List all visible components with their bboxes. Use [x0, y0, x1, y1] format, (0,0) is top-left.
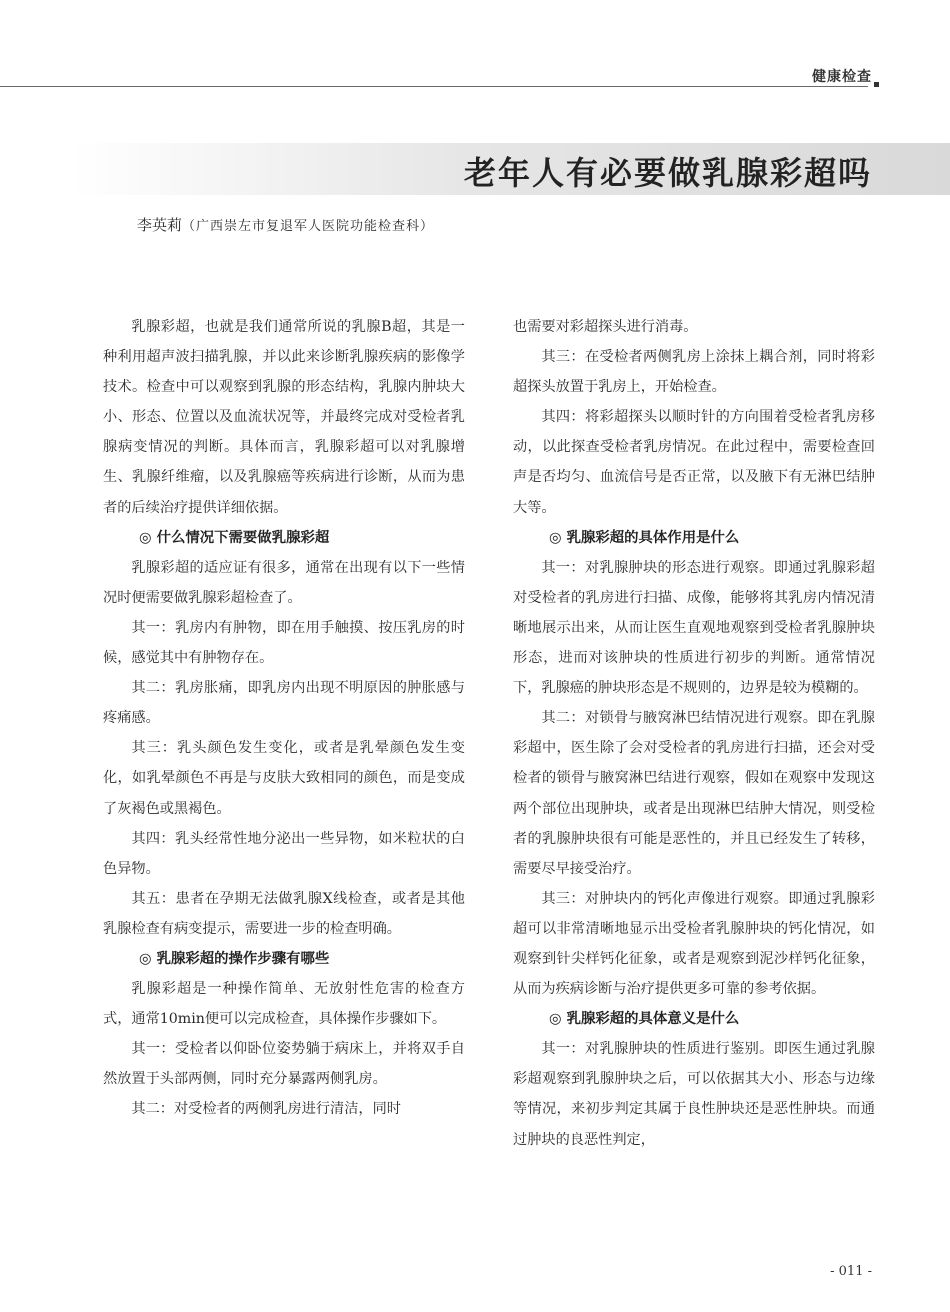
paragraph: 其一：受检者以仰卧位姿势躺于病床上，并将双手自然放置于头部两侧，同时充分暴露两侧乳房。 [103, 1041, 465, 1088]
article-title: 老年人有必要做乳腺彩超吗 [463, 154, 872, 192]
paragraph: 其二：对锁骨与腋窝淋巴结情况进行观察。即在乳腺彩超中，医生除了会对受检者的乳房进行扫描，还会对受检者的锁骨与腋窝淋巴结进行观察，假如在观察中发现这两个部位出现肿块，或者是出现淋巴结肿大情况，则受检者的乳腺肿块很有可能是恶性的，并且已经发生了转移，需要尽早接受治疗。 [513, 710, 875, 877]
paragraph: 其三：乳头颜色发生变化，或者是乳晕颜色发生变化，如乳晕颜色不再是与皮肤大致相同的颜色，而是变成了灰褐色或黑褐色。 [103, 740, 465, 817]
paragraph: 其二：对受检者的两侧乳房进行清洁，同时 [131, 1101, 401, 1118]
section-heading: ◎ 乳腺彩超的具体意义是什么 [549, 1011, 740, 1028]
paragraph: 其三：在受检者两侧乳房上涂抹上耦合剂，同时将彩超探头放置于乳房上，开始检查。 [513, 349, 875, 396]
byline [137, 214, 434, 235]
paragraph: 乳腺彩超的适应证有很多，通常在出现有以下一些情况时便需要做乳腺彩超检查了。 [103, 559, 465, 606]
paragraph: 其四：乳头经常性地分泌出一些异物，如米粒状的白色异物。 [103, 830, 465, 877]
paragraph: 其一：乳房内有肿物，即在用手触摸、按压乳房的时候，感觉其中有肿物存在。 [103, 619, 465, 667]
author-name: 李英莉 [137, 216, 183, 234]
paragraph: 其四：将彩超探头以顺时针的方向围着受检者乳房移动，以此探查受检者乳房情况。在此过程中，需要检查回声是否均匀、血流信号是否正常，以及腋下有无淋巴结肿大等。 [513, 409, 875, 516]
section-heading: ◎ 什么情况下需要做乳腺彩超 [139, 529, 330, 546]
right-column [513, 312, 875, 1155]
author-affiliation: （广西崇左市复退军人医院功能检查科） [182, 219, 435, 234]
left-column [103, 312, 465, 1125]
paragraph: 其三：对肿块内的钙化声像进行观察。即通过乳腺彩超可以非常清晰地显示出受检者乳腺肿块的钙化情况，如观察到针尖样钙化征象，或者是观察到泥沙样钙化征象，从而为疾病诊断与治疗提供更多可靠的参考依据。 [513, 890, 875, 998]
section-label: 健康检查 [812, 69, 872, 85]
paragraph-continued: 也需要对彩超探头进行消毒。 [513, 319, 698, 335]
paragraph: 其一：对乳腺肿块的形态进行观察。即通过乳腺彩超对受检者的乳房进行扫描、成像，能够将其乳房内情况清晰地展示出来，从而让医生直观地观察到受检者乳腺肿块形态，进而对该肿块的性质进行初步的判断。通常情况下，乳腺癌的肿块形态是不规则的，边界是较为模糊的。 [513, 559, 875, 697]
section-marker [874, 82, 879, 87]
paragraph: 乳腺彩超是一种操作简单、无放射性危害的检查方式，通常10min便可以完成检查，具体操作步骤如下。 [103, 981, 465, 1028]
paragraph: 其一：对乳腺肿块的性质进行鉴别。即医生通过乳腺彩超观察到乳腺肿块之后，可以依据其大小、形态与边缘等情况，来初步判定其属于良性肿块还是恶性肿块。而通过肿块的良恶性判定， [513, 1041, 875, 1148]
section-heading: ◎ 乳腺彩超的操作步骤有哪些 [139, 950, 330, 967]
section-heading: ◎ 乳腺彩超的具体作用是什么 [549, 529, 740, 546]
paragraph: 其二：乳房胀痛，即乳房内出现不明原因的肿胀感与疼痛感。 [103, 680, 465, 727]
page-number: - 011 - [830, 1264, 872, 1279]
header-rule [0, 86, 868, 87]
paragraph: 乳腺彩超，也就是我们通常所说的乳腺B超，其是一种利用超声波扫描乳腺，并以此来诊断乳腺疾病的影像学技术。检查中可以观察到乳腺的形态结构，乳腺内肿块大小、形态、位置以及血流状况等，并最终完成对受检者乳腺病变情况的判断。具体而言，乳腺彩超可以对乳腺增生、乳腺纤维瘤，以及乳腺癌等疾病进行诊断，从而为患者的后续治疗提供详细依据。 [103, 319, 465, 516]
paragraph: 其五：患者在孕期无法做乳腺X线检查，或者是其他乳腺检查有病变提示，需要进一步的检查明确。 [103, 890, 465, 937]
